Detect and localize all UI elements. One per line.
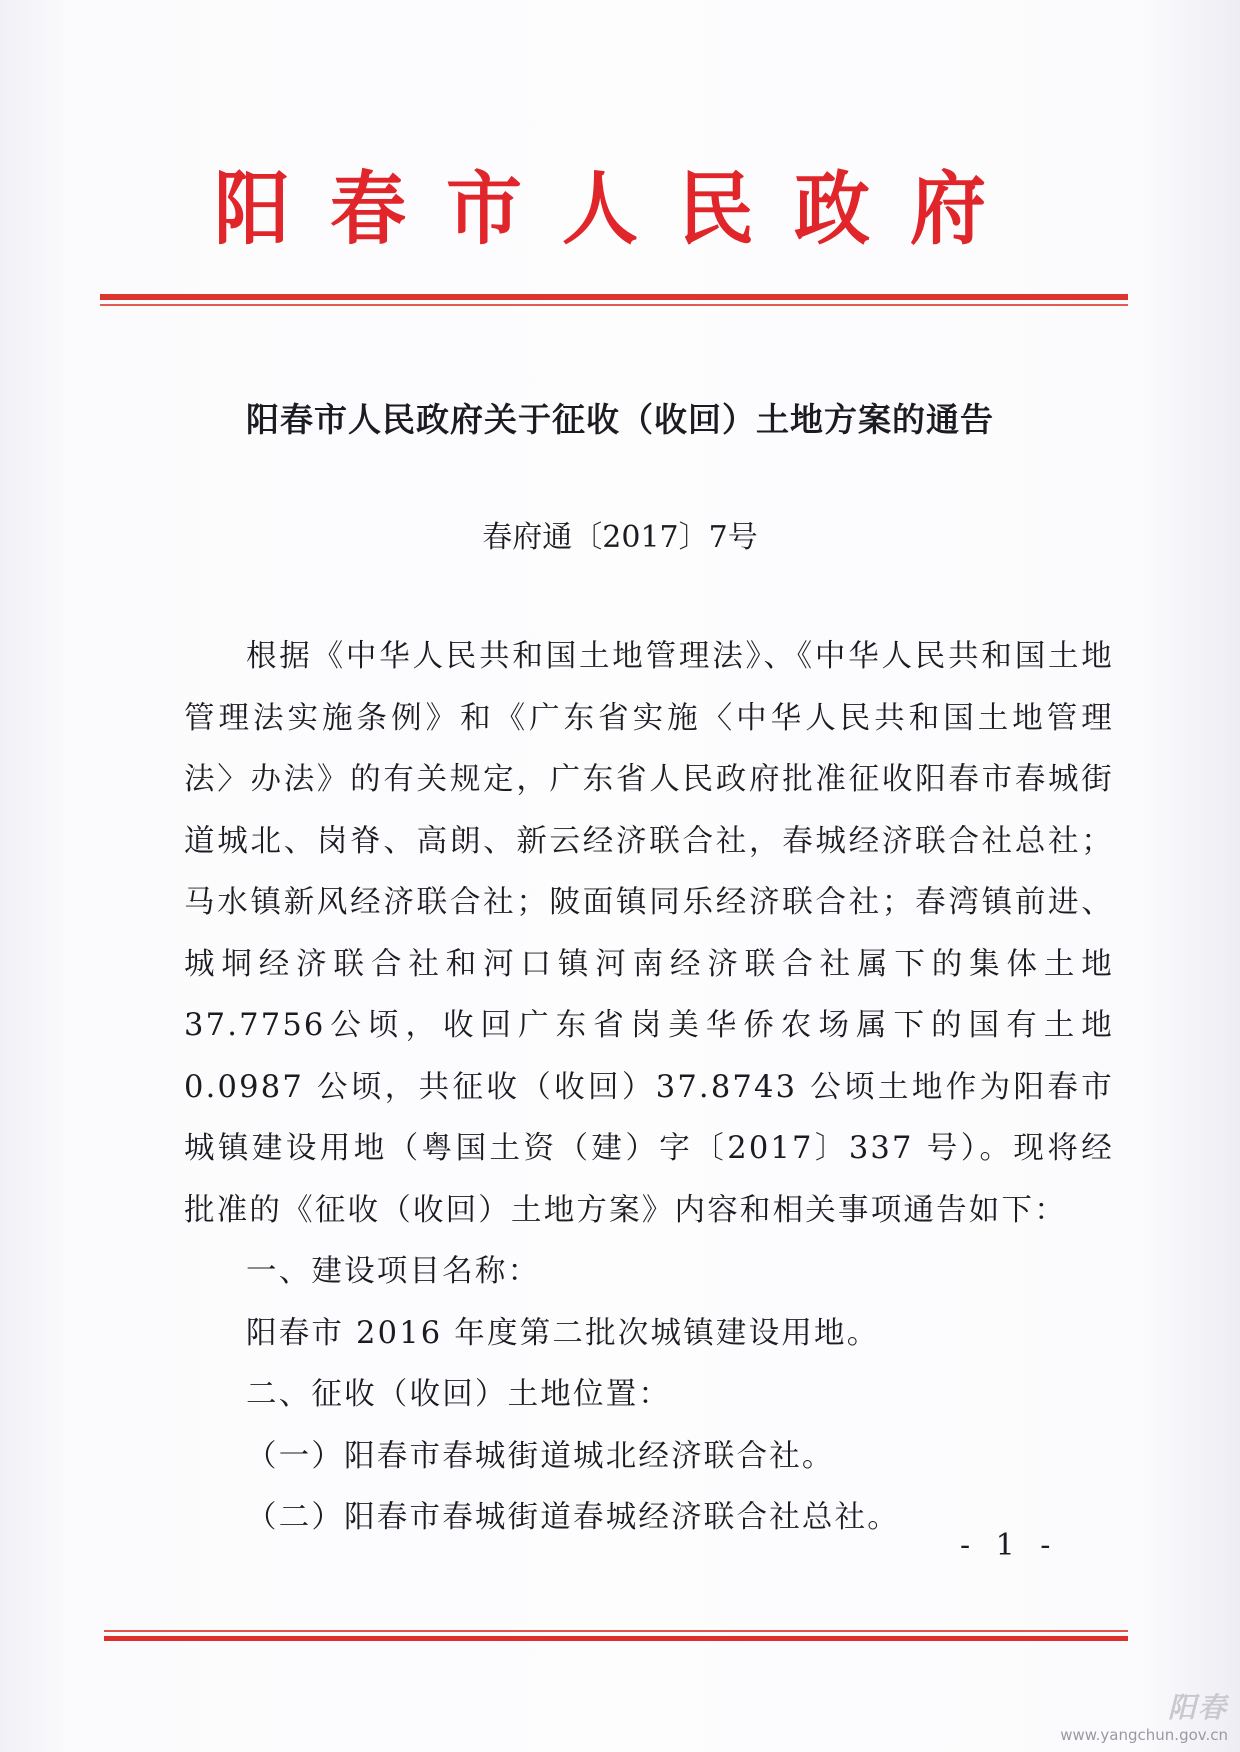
watermark-logo: 阳春 — [1167, 1691, 1228, 1724]
org-name: 阳春市人民政府 — [214, 162, 1026, 256]
paragraph-intro: 根据《中华人民共和国土地管理法》、《中华人民共和国土地管理法实施条例》和《广东省实施〈中华人民共和国土地管理法〉办法》的有关规定，广东省人民政府批准征收阳春市春城街道城北、岗脊、高朗、新云经济联合社，春城经济联合社总社；马水镇新风经济联合社；陂面镇同乐经济联合社；春湾镇前进、城垌经济联合社和河口镇河南经济联合社属下的集体土地37.7756公顷，收回广东省岗美华侨农场属下的国有土地 0.0987 公顷，共征收（收回）37.8743 公顷土地作为阳春市城镇建设用地（粤国土资（建）字〔2017〕337 号）。现将经批准的《征收（收回）土地方案》内容和相关事项通告如下： — [184, 639, 1114, 1228]
org-header — [0, 148, 1240, 257]
paragraph-project-name: 阳春市 2016 年度第二批次城镇建设用地。 — [246, 1315, 880, 1351]
footer-divider-thick — [104, 1636, 1128, 1641]
header-divider-thick — [100, 294, 1128, 300]
document-body — [184, 626, 1114, 1549]
document-title: 阳春市人民政府关于征收（收回）土地方案的通告 — [246, 400, 994, 439]
page-number: - 1 - — [960, 1528, 1059, 1563]
header-divider-thin — [100, 304, 1128, 306]
list-item-location-2: （二）阳春市春城街道春城经济联合社总社。 — [246, 1500, 900, 1535]
section-heading-land-location: 二、征收（收回）土地位置： — [246, 1377, 672, 1412]
watermark-url: www.yangchun.gov.cn — [1060, 1726, 1228, 1744]
list-item-location-1: （一）阳春市春城街道城北经济联合社。 — [246, 1438, 835, 1474]
footer-divider-thin — [104, 1630, 1128, 1632]
section-heading-project-name: 一、建设项目名称： — [246, 1254, 541, 1289]
document-number: 春府通〔2017〕7号 — [482, 520, 758, 555]
site-watermark — [1060, 1686, 1228, 1744]
